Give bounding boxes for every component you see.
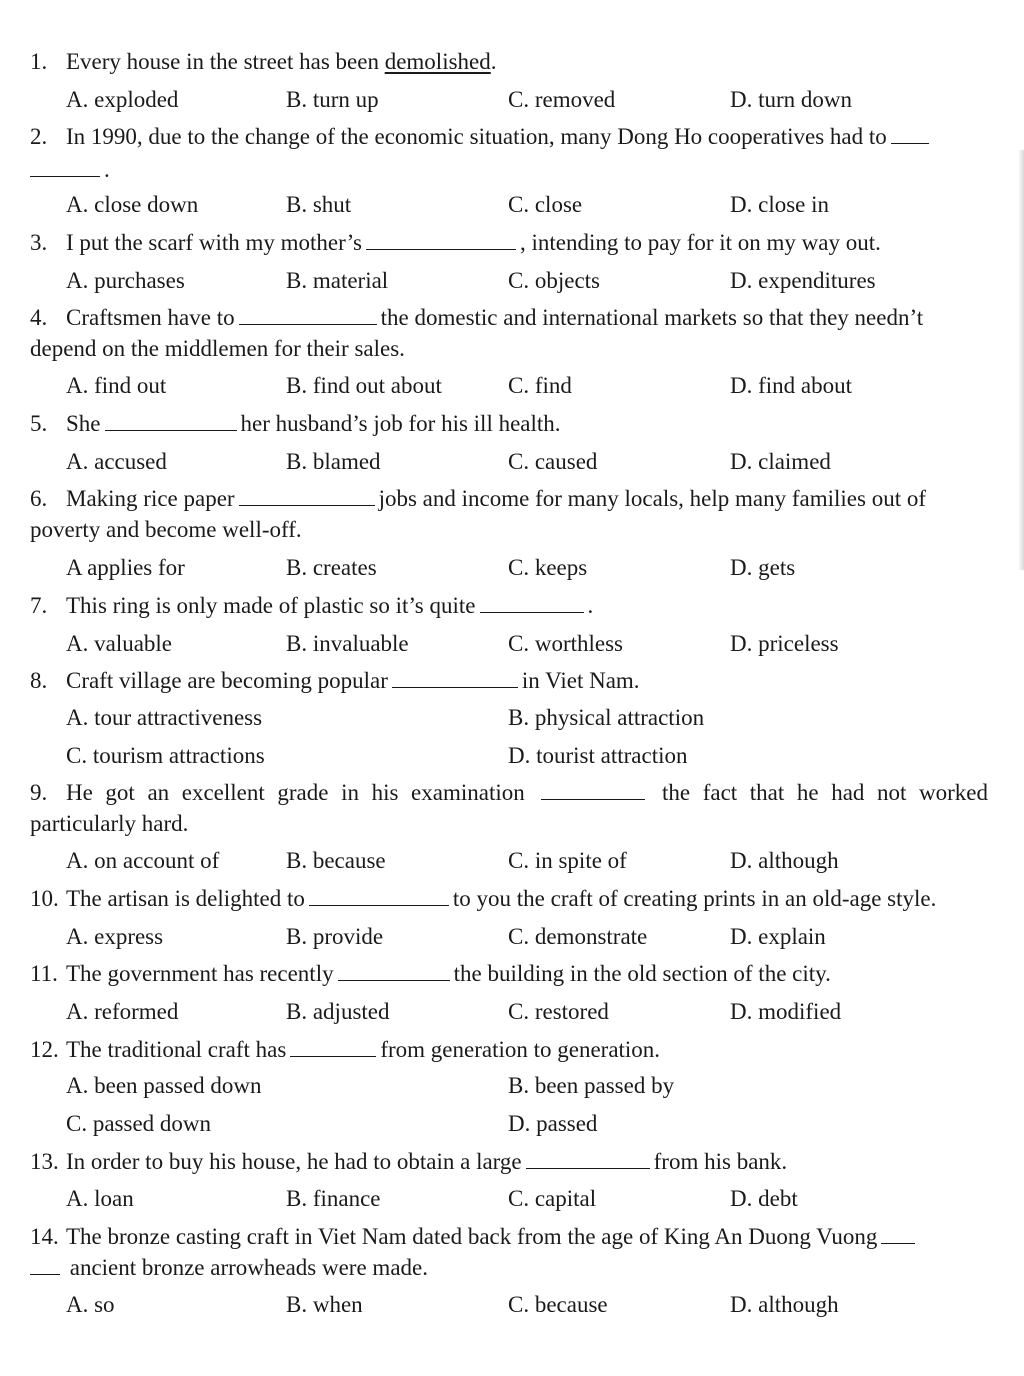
answer-blank[interactable] (105, 410, 237, 431)
option-d[interactable]: D. passed (508, 1111, 598, 1136)
question-12 (30, 1035, 988, 1065)
option-c[interactable]: C. restored (508, 999, 609, 1024)
question-text-end: her husband’s job for his ill health. (240, 411, 561, 436)
option-b[interactable]: B. when (286, 1292, 363, 1317)
question-text: Every house in the street has been (66, 49, 385, 74)
option-c[interactable]: C. caused (508, 449, 598, 474)
option-a[interactable]: A. so (66, 1292, 115, 1317)
option-c[interactable]: C. tourism attractions (66, 743, 265, 768)
answer-blank[interactable] (239, 304, 377, 325)
answer-blank[interactable] (392, 667, 518, 688)
option-c[interactable]: C. find (508, 373, 572, 398)
question-2 (30, 122, 988, 152)
question-7 (30, 591, 988, 621)
question-text-end: from generation to generation. (380, 1037, 661, 1062)
question-text: The bronze casting craft in Viet Nam dated back from the age of King An Duong Vuong (66, 1224, 878, 1249)
option-a[interactable]: A. on account of (66, 848, 220, 873)
question-number: 11. (30, 961, 58, 986)
question-text: Craft village are becoming popular (66, 668, 388, 693)
question-14 (30, 1222, 988, 1252)
question-text-end: , intending to pay for it on my way out. (519, 230, 881, 255)
question-11 (30, 959, 988, 989)
question-9-continuation: particularly hard. (30, 811, 189, 836)
option-a[interactable]: A. reformed (66, 999, 179, 1024)
answer-blank[interactable] (366, 229, 516, 250)
option-a[interactable]: A. find out (66, 373, 167, 398)
question-13 (30, 1147, 988, 1177)
question-text-end: . (104, 157, 110, 182)
question-number: 2. (30, 124, 48, 149)
option-b[interactable]: B. provide (286, 924, 384, 949)
option-b[interactable]: B. invaluable (286, 631, 409, 656)
option-b[interactable]: B. been passed by (508, 1073, 675, 1098)
question-text: In 1990, due to the change of the economic situation, many Dong Ho cooperatives had to (66, 124, 887, 149)
option-d[interactable]: D. modified (730, 999, 842, 1024)
option-d[interactable]: D. expenditures (730, 268, 876, 293)
answer-blank[interactable] (309, 885, 449, 906)
question-text-mid: the fact that he had not worked (661, 780, 989, 805)
question-number: 14. (30, 1224, 59, 1249)
question-text: I put the scarf with my mother’s (66, 230, 362, 255)
question-text-end: the building in the old section of the city. (453, 961, 831, 986)
question-text-end: to you the craft of creating prints in an old-age style. (452, 886, 937, 911)
answer-blank[interactable] (290, 1036, 376, 1057)
option-d[interactable]: D. find about (730, 373, 853, 398)
option-c[interactable]: C. close (508, 192, 583, 217)
option-d[interactable]: D. gets (730, 555, 796, 580)
option-a[interactable]: A. loan (66, 1186, 134, 1211)
question-number: 3. (30, 230, 48, 255)
option-c[interactable]: C. keeps (508, 555, 588, 580)
question-text-end: . (587, 593, 594, 618)
page-edge-shadow (1018, 150, 1024, 570)
option-b[interactable]: B. finance (286, 1186, 381, 1211)
question-text: This ring is only made of plastic so it’s quite (66, 593, 476, 618)
question-text-end: ancient bronze arrowheads were made. (69, 1255, 428, 1280)
question-text: The government has recently (66, 961, 334, 986)
question-10 (30, 884, 988, 914)
question-number: 12. (30, 1037, 59, 1062)
option-b[interactable]: B. find out about (286, 373, 442, 398)
question-text: The traditional craft has (66, 1037, 287, 1062)
option-b[interactable]: B. turn up (286, 87, 379, 112)
option-a[interactable]: A. close down (66, 192, 199, 217)
question-number: 7. (30, 593, 48, 618)
question-number: 6. (30, 486, 48, 511)
option-d[interactable]: D. priceless (730, 631, 839, 656)
option-d[interactable]: D. close in (730, 192, 830, 217)
question-text: He got an excellent grade in his examination (66, 780, 525, 805)
option-d[interactable]: D. although (730, 848, 839, 873)
question-text: In order to buy his house, he had to obtain a large (66, 1149, 522, 1174)
answer-blank[interactable] (881, 1223, 915, 1244)
question-number: 10. (30, 886, 59, 911)
question-1 (30, 47, 988, 77)
option-a[interactable]: A. tour attractiveness (66, 705, 263, 730)
answer-blank[interactable] (239, 485, 375, 506)
answer-blank[interactable] (30, 156, 100, 177)
question-number: 1. (30, 49, 48, 74)
option-d[interactable]: D. claimed (730, 449, 831, 474)
question-text-mid: jobs and income for many locals, help many families out of (378, 486, 926, 511)
option-b[interactable]: B. blamed (286, 449, 381, 474)
question-text-end: in Viet Nam. (521, 668, 640, 693)
option-a[interactable]: A. accused (66, 449, 167, 474)
option-a[interactable]: A. exploded (66, 87, 179, 112)
underlined-word: demolished (384, 49, 491, 74)
answer-blank[interactable] (891, 123, 929, 144)
question-text: The artisan is delighted to (66, 886, 305, 911)
option-c[interactable]: C. because (508, 1292, 608, 1317)
question-2-continuation (30, 155, 110, 185)
answer-blank[interactable] (480, 592, 584, 613)
option-c[interactable]: C. passed down (66, 1111, 212, 1136)
question-8 (30, 666, 988, 696)
question-5 (30, 409, 988, 439)
question-text: Craftsmen have to (66, 305, 235, 330)
option-a[interactable]: A. valuable (66, 631, 173, 656)
question-number: 8. (30, 668, 48, 693)
option-c[interactable]: C. capital (508, 1186, 597, 1211)
question-text-mid: the domestic and international markets so that they needn’t (380, 305, 924, 330)
question-4 (30, 303, 988, 333)
answer-blank[interactable] (30, 1254, 60, 1275)
option-b[interactable]: B. adjusted (286, 999, 390, 1024)
option-b[interactable]: B. shut (286, 192, 352, 217)
answer-blank[interactable] (541, 779, 645, 800)
answer-blank[interactable] (526, 1148, 650, 1169)
question-number: 13. (30, 1149, 59, 1174)
option-b[interactable]: B. creates (286, 555, 377, 580)
option-a[interactable]: A. express (66, 924, 164, 949)
option-d[interactable]: D. tourist attraction (508, 743, 688, 768)
option-c[interactable]: C. objects (508, 268, 600, 293)
answer-blank[interactable] (338, 960, 450, 981)
question-text: She (66, 411, 101, 436)
question-text-end: . (490, 49, 497, 74)
option-a[interactable]: A applies for (66, 555, 185, 580)
option-b[interactable]: B. material (286, 268, 389, 293)
question-3 (30, 228, 988, 258)
question-number: 4. (30, 305, 48, 330)
question-9 (30, 778, 988, 808)
option-a[interactable]: A. been passed down (66, 1073, 262, 1098)
option-d[interactable]: D. debt (730, 1186, 798, 1211)
option-b[interactable]: B. because (286, 848, 386, 873)
question-text: Making rice paper (66, 486, 235, 511)
question-text-end: from his bank. (653, 1149, 788, 1174)
option-c[interactable]: C. worthless (508, 631, 623, 656)
question-number: 5. (30, 411, 48, 436)
question-number: 9. (30, 780, 48, 805)
option-d[interactable]: D. turn down (730, 87, 853, 112)
option-c[interactable]: C. removed (508, 87, 616, 112)
option-d[interactable]: D. explain (730, 924, 826, 949)
question-6-continuation: poverty and become well-off. (30, 517, 302, 542)
question-14-continuation (30, 1253, 428, 1283)
question-4-continuation: depend on the middlemen for their sales. (30, 336, 405, 361)
option-c[interactable]: C. in spite of (508, 848, 627, 873)
option-c[interactable]: C. demonstrate (508, 924, 648, 949)
option-a[interactable]: A. purchases (66, 268, 185, 293)
question-6 (30, 484, 988, 514)
option-b[interactable]: B. physical attraction (508, 705, 705, 730)
option-d[interactable]: D. although (730, 1292, 839, 1317)
